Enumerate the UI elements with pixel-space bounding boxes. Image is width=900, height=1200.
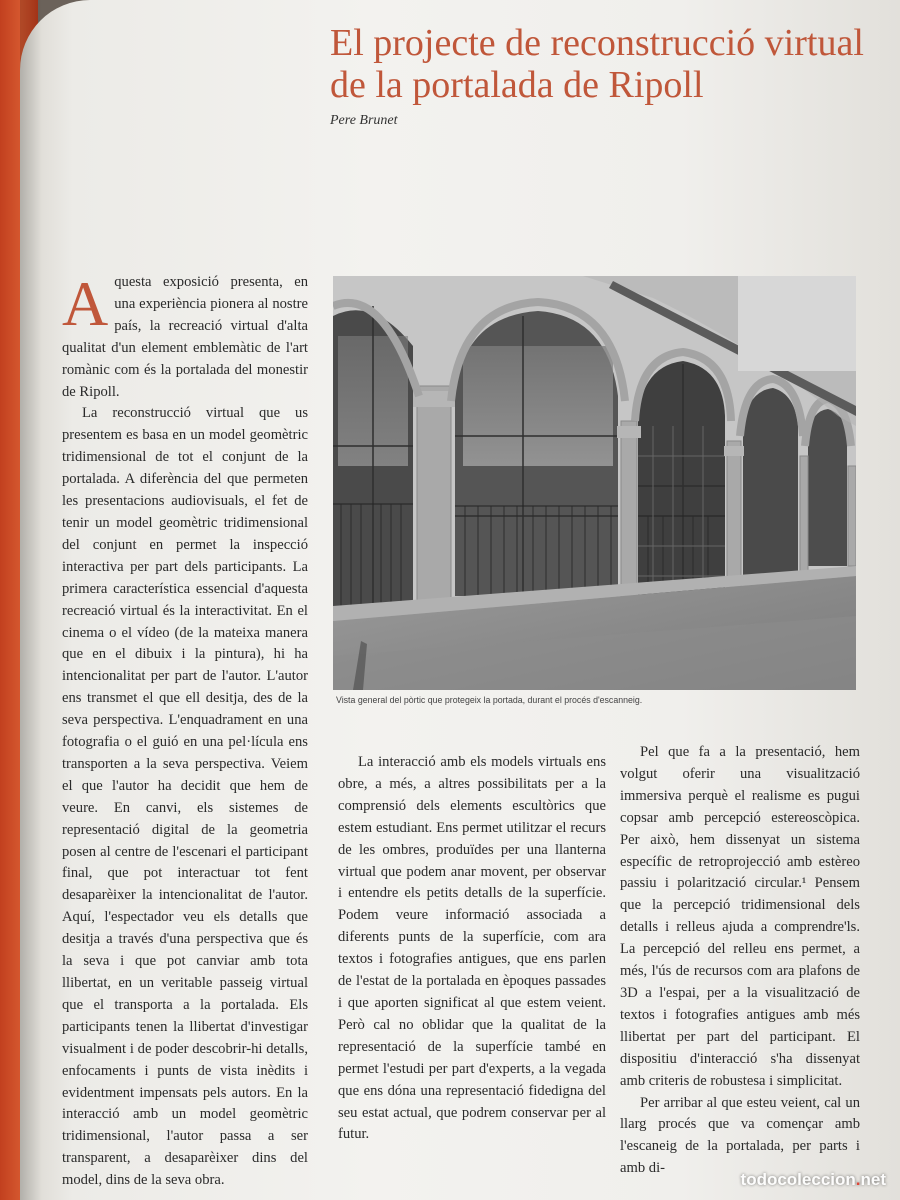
- watermark-suffix: net: [860, 1170, 886, 1189]
- text-column-1: [62, 268, 308, 1192]
- paragraph: [62, 268, 308, 403]
- photo-caption: Vista general del pòrtic que protegeix la portada, durant el procés d'escanneig.: [336, 695, 643, 705]
- paragraph: Per arribar al que esteu veient, cal un llarg procés que va començar amb l'escaneig de la portalada, per parts i amb di-: [620, 1094, 860, 1177]
- drop-cap: A: [62, 268, 109, 339]
- arcade-photo-illustration: [333, 276, 856, 690]
- paragraph: La interacció amb els models virtuals ens obre, a més, a altres possibilitats per a la comprensió dels elements escultòrics que estem estudiant. Ens permet utilitzar el recurs de les ombres, produïdes per una llanterna virtual que podem anar movent, per observar i entendre els petits detalls de la superfície. Podem veure informació associada a diferents punts de la superfície, com ara textos i fotografies antigues, que ens parlen de l'estat de la portalada en èpoques passades i que aporten significat al que estem veient. Però cal no oblidar que la qualitat de la representació de la superfície també en permet l'estudi per part d'experts, a la vegada que ens dóna una representació fidedigna del seu estat actual, que podrem conservar per al futur.: [338, 754, 606, 1143]
- watermark-prefix: todocoleccion: [740, 1170, 856, 1189]
- paragraph-text: questa exposició presenta, en una experiència pionera al nostre país, la recreació virtual d'alta qualitat d'un element emblemàtic de l'art romànic com és la portalada del monestir de Ripoll.: [62, 274, 308, 400]
- text-column-2: [338, 752, 606, 1146]
- portico-photograph: [333, 276, 856, 690]
- text-column-3: [620, 742, 860, 1180]
- article-author: Pere Brunet: [330, 113, 398, 128]
- page-gutter-shadow: [20, 0, 42, 1200]
- watermark-dot: .: [855, 1170, 861, 1189]
- watermark-logo: [741, 1170, 886, 1190]
- paragraph: La reconstrucció virtual que us presentem es basa en un model geomètric tridimensional de tot el conjunt de la portalada. A diferència del que permeten les presentacions audiovisuals, el fet de tenir un model geomètric tridimensional del conjunt en permet la inspecció interactiva per part dels participants. La primera característica essencial d'aquesta recreació virtual és la interactivitat. En el cinema o el vídeo (de la mateixa manera que en el dibuix i la pintura), hi ha intencionalitat per part de l'autor. L'autor ens transmet el que ell desitja, des de la seva perspectiva. L'enquadrament en una fotografia o el guió en una pel·lícula ens transporten a la seva perspectiva. Veiem el que l'autor ha decidit que hem de veure. En canvi, els sistemes de representació digital de la geometria posen al centre de l'escenari el participant final, que pot interactuar tot fent desaparèixer la intencionalitat de l'autor. Aquí, l'espectador veu els detalls que desitja a través d'una perspectiva que és la seva i que pot canviar amb tota llibertat, en un veritable passeig virtual que el transporta a la portalada. Els participants tenen la llibertat d'investigar visualment i de poder descobrir-hi detalls, enfocaments i punts de vista inèdits i evidentment impensats pels autors. En la interacció amb un model geomètric tridimensional, l'autor passa a ser transparent, a desaparèixer dins del model, dins de la seva obra.: [62, 405, 308, 1189]
- article-title: El projecte de reconstrucció virtual de la portalada de Ripoll: [330, 22, 864, 106]
- paragraph: Pel que fa a la presentació, hem volgut oferir una visualització immersiva perquè el realisme es pugui copsar amb percepció estereoscòpica. Per això, hem dissenyat un sistema específic de retroprojecció amb estèreo passiu i polarització circular.¹ Pensem que la percepció tridimensional dels detalls i relleus ajuda a comprendre'ls. La percepció del relleu ens permet, a més, l'ús de recursos com ara plafons de 3D a l'espai, per a la visualització de textos i fotografies antigues amb més llibertat per part del participant. El dispositiu d'interacció s'ha dissenyat amb criteris de robustesa i simplicitat.: [620, 744, 860, 1089]
